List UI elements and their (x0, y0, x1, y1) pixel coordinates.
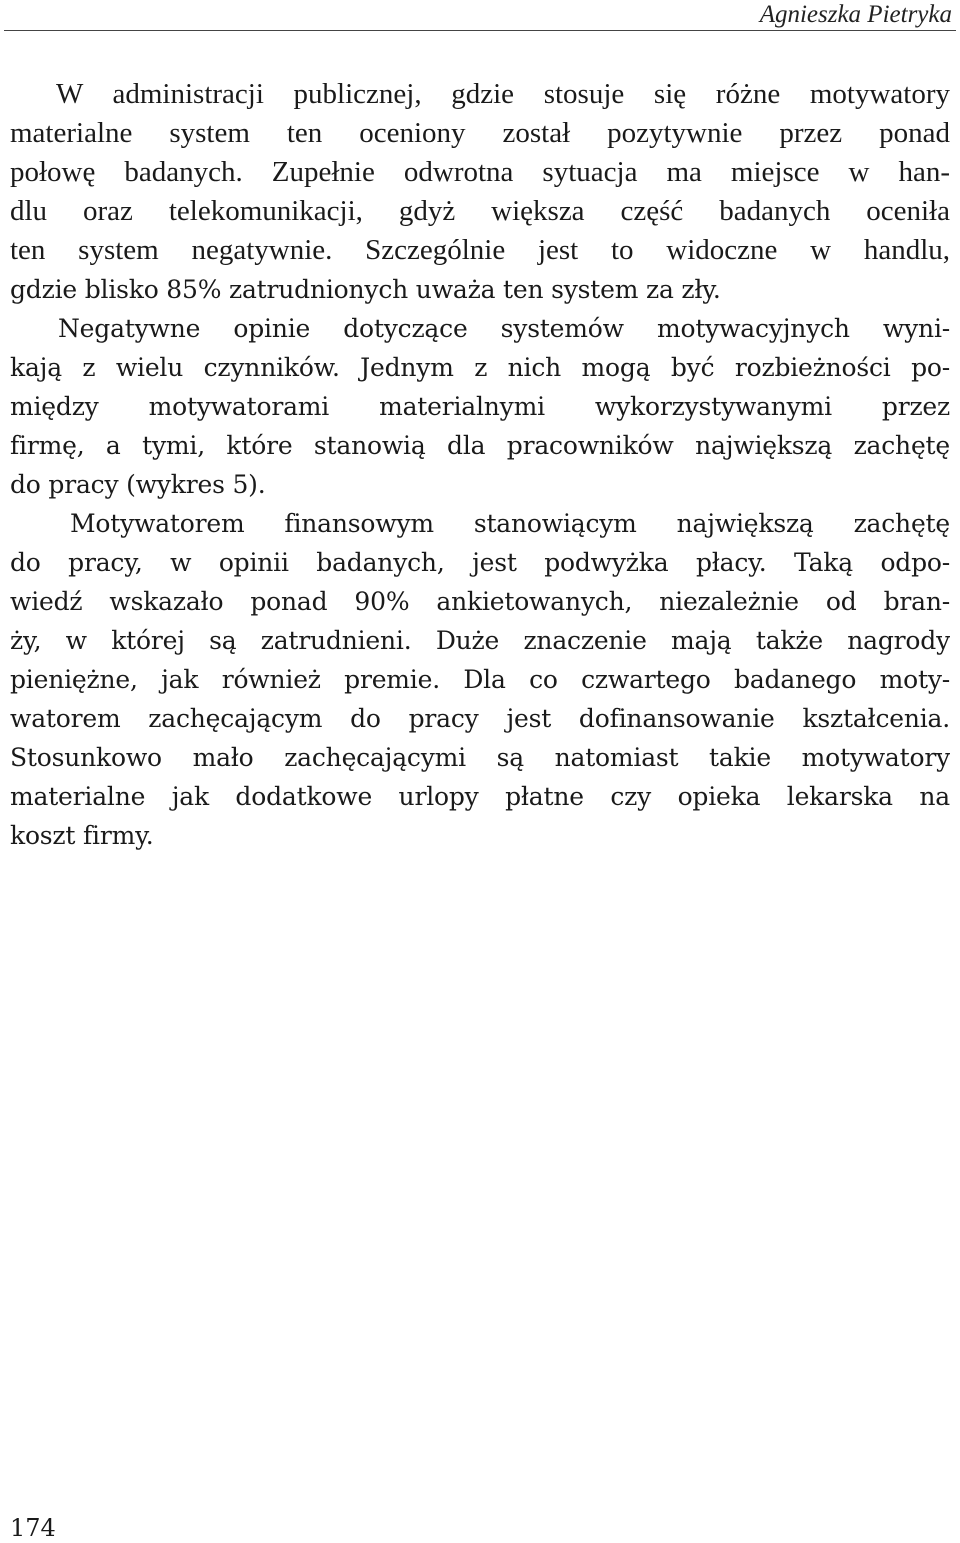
body-line: Stosunkowo mało zachęcającymi są natomiast takie motywatory (10, 743, 950, 772)
body-line: watorem zachęcającym do pracy jest dofinansowanie kształcenia. (10, 704, 950, 733)
header-rule (4, 30, 956, 31)
body-line: Motywatorem finansowym stanowiącym największą zachętę (70, 509, 950, 538)
body-line: do pracy (wykres 5). (10, 470, 266, 499)
body-line: do pracy, w opinii badanych, jest podwyżka płacy. Taką odpo- (10, 548, 950, 577)
body-line: Negatywne opinie dotyczące systemów motywacyjnych wyni- (58, 314, 950, 343)
body-line: ży, w której są zatrudnieni. Duże znaczenie mają także nagrody (10, 626, 950, 655)
body-line: pieniężne, jak również premie. Dla co czwartego badanego moty- (10, 665, 950, 694)
body-line: kają z wielu czynników. Jednym z nich mogą być rozbieżności po- (10, 353, 950, 382)
body-line: koszt firmy. (10, 821, 154, 850)
body-line: materialne jak dodatkowe urlopy płatne czy opieka lekarska na (10, 782, 950, 811)
body-line: firmę, a tymi, które stanowią dla pracowników największą zachętę (10, 431, 950, 460)
body-line: wiedź wskazało ponad 90% ankietowanych, niezależnie od bran- (10, 587, 950, 616)
running-head: Agnieszka Pietryka (759, 1, 952, 28)
body-line: W administracji publicznej, gdzie stosuje się różne motywatory (56, 78, 950, 110)
body-line: połowę badanych. Zupełnie odwrotna sytuacja ma miejsce w han- (10, 156, 950, 188)
body-line: gdzie blisko 85% zatrudnionych uważa ten system za zły. (10, 275, 721, 304)
body-line: materialne system ten oceniony został pozytywnie przez ponad (10, 117, 950, 149)
body-line: między motywatorami materialnymi wykorzystywanymi przez (10, 392, 950, 421)
body-text (10, 75, 950, 855)
body-line: dlu oraz telekomunikacji, gdyż większa część badanych oceniła (10, 195, 950, 227)
page-number: 174 (10, 1514, 56, 1542)
body-line: ten system negatywnie. Szczególnie jest to widoczne w handlu, (10, 234, 950, 266)
